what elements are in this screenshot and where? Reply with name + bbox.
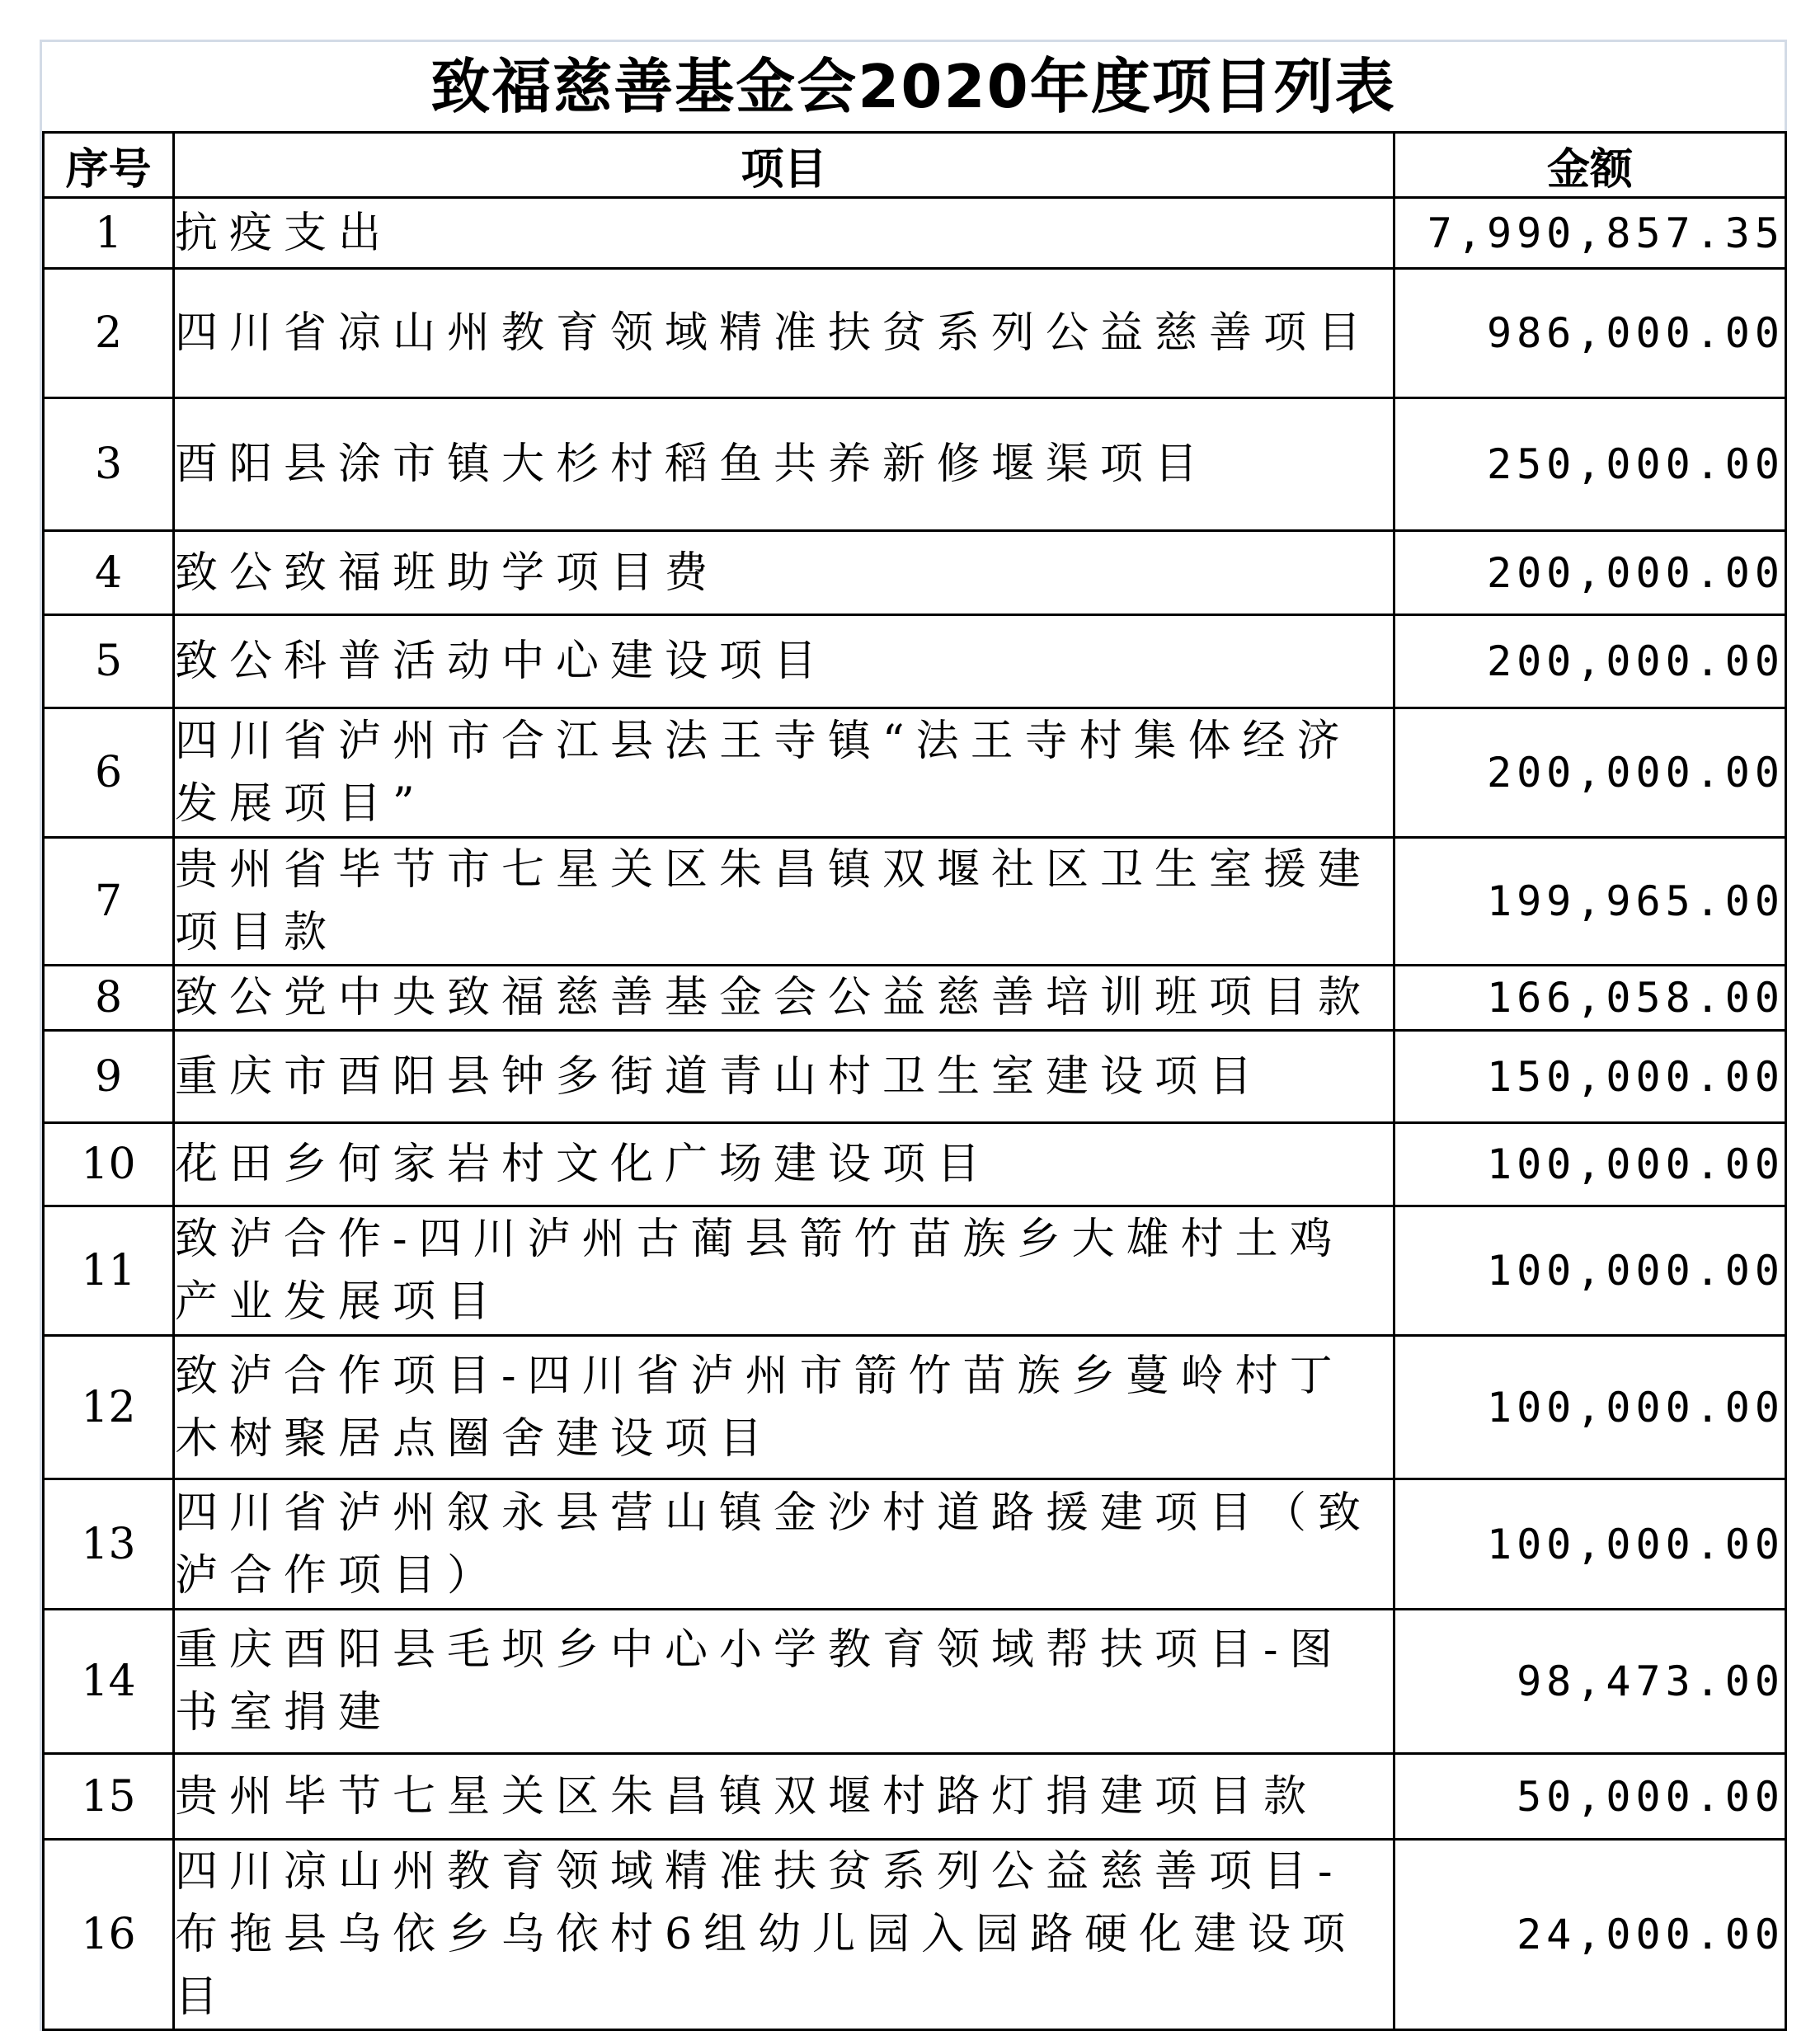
table-row xyxy=(44,1754,1786,1840)
row-amount: 986,000.00 xyxy=(1394,269,1786,398)
row-number: 1 xyxy=(44,198,174,269)
row-amount: 100,000.00 xyxy=(1394,1123,1786,1206)
column-header-amount: 金额 xyxy=(1394,133,1786,198)
table-row xyxy=(44,708,1786,838)
page-title: 致福慈善基金会2020年度项目列表 xyxy=(430,52,1396,121)
row-item: 致泸合作项目-四川省泸州市箭竹苗族乡蔓岭村丁木树聚居点圈舍建设项目 xyxy=(174,1336,1394,1479)
row-number: 12 xyxy=(44,1336,174,1479)
table-row xyxy=(44,838,1786,966)
row-number: 13 xyxy=(44,1479,174,1610)
row-amount: 100,000.00 xyxy=(1394,1479,1786,1610)
row-item: 四川省凉山州教育领域精准扶贫系列公益慈善项目 xyxy=(174,269,1394,398)
row-item: 致公科普活动中心建设项目 xyxy=(174,615,1394,708)
row-item: 抗疫支出 xyxy=(174,198,1394,269)
row-amount: 98,473.00 xyxy=(1394,1610,1786,1754)
row-amount: 100,000.00 xyxy=(1394,1206,1786,1336)
row-amount: 199,965.00 xyxy=(1394,838,1786,966)
row-amount: 166,058.00 xyxy=(1394,966,1786,1031)
row-item: 贵州省毕节市七星关区朱昌镇双堰社区卫生室援建项目款 xyxy=(174,838,1394,966)
row-amount: 200,000.00 xyxy=(1394,615,1786,708)
table-row xyxy=(44,198,1786,269)
table-row xyxy=(44,615,1786,708)
table-row xyxy=(44,1479,1786,1610)
row-number: 2 xyxy=(44,269,174,398)
row-item: 四川省泸州叙永县营山镇金沙村道路援建项目（致泸合作项目） xyxy=(174,1479,1394,1610)
table-row xyxy=(44,398,1786,531)
table-row xyxy=(44,531,1786,615)
row-item: 四川省泸州市合江县法王寺镇“法王寺村集体经济发展项目” xyxy=(174,708,1394,838)
row-number: 10 xyxy=(44,1123,174,1206)
column-header-no: 序号 xyxy=(44,133,174,198)
row-number: 8 xyxy=(44,966,174,1031)
row-item: 致公致福班助学项目费 xyxy=(174,531,1394,615)
row-number: 14 xyxy=(44,1610,174,1754)
row-number: 3 xyxy=(44,398,174,531)
table-row xyxy=(44,1123,1786,1206)
row-amount: 50,000.00 xyxy=(1394,1754,1786,1840)
table-row xyxy=(44,1031,1786,1123)
table-row xyxy=(44,1610,1786,1754)
project-table xyxy=(42,131,1787,2031)
row-number: 6 xyxy=(44,708,174,838)
row-item: 致公党中央致福慈善基金会公益慈善培训班项目款 xyxy=(174,966,1394,1031)
row-item: 贵州毕节七星关区朱昌镇双堰村路灯捐建项目款 xyxy=(174,1754,1394,1840)
table-row xyxy=(44,1206,1786,1336)
table-row xyxy=(44,1840,1786,2030)
row-item: 四川凉山州教育领域精准扶贫系列公益慈善项目-布拖县乌依乡乌依村6组幼儿园入园路硬化建设项目 xyxy=(174,1840,1394,2030)
row-number: 4 xyxy=(44,531,174,615)
row-number: 15 xyxy=(44,1754,174,1840)
column-header-item: 项目 xyxy=(174,133,1394,198)
row-amount: 24,000.00 xyxy=(1394,1840,1786,2030)
row-amount: 150,000.00 xyxy=(1394,1031,1786,1123)
row-number: 5 xyxy=(44,615,174,708)
row-item: 致泸合作-四川泸州古蔺县箭竹苗族乡大雄村土鸡产业发展项目 xyxy=(174,1206,1394,1336)
row-item: 重庆市酉阳县钟多街道青山村卫生室建设项目 xyxy=(174,1031,1394,1123)
row-item: 重庆酉阳县毛坝乡中心小学教育领域帮扶项目-图书室捐建 xyxy=(174,1610,1394,1754)
row-amount: 7,990,857.35 xyxy=(1394,198,1786,269)
row-number: 11 xyxy=(44,1206,174,1336)
row-number: 7 xyxy=(44,838,174,966)
table-row xyxy=(44,269,1786,398)
row-amount: 200,000.00 xyxy=(1394,531,1786,615)
row-amount: 100,000.00 xyxy=(1394,1336,1786,1479)
row-amount: 200,000.00 xyxy=(1394,708,1786,838)
row-number: 9 xyxy=(44,1031,174,1123)
table-row xyxy=(44,966,1786,1031)
table-header-row xyxy=(44,133,1786,198)
row-item: 酉阳县涂市镇大杉村稻鱼共养新修堰渠项目 xyxy=(174,398,1394,531)
row-amount: 250,000.00 xyxy=(1394,398,1786,531)
project-table-sheet xyxy=(40,40,1787,2031)
table-row xyxy=(44,1336,1786,1479)
row-item: 花田乡何家岩村文化广场建设项目 xyxy=(174,1123,1394,1206)
row-number: 16 xyxy=(44,1840,174,2030)
